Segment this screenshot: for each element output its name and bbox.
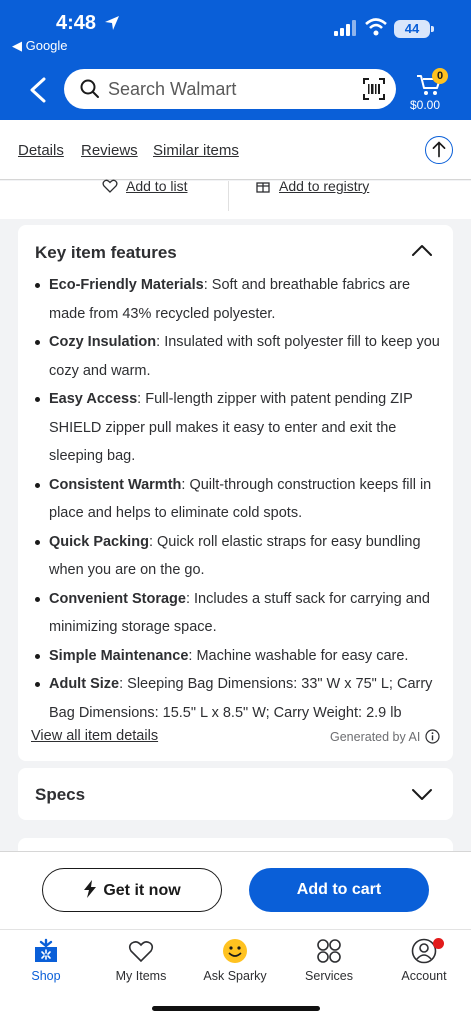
- chevron-down-icon: [411, 785, 433, 803]
- section-tabs: [0, 120, 471, 180]
- cart-button[interactable]: [410, 68, 460, 114]
- battery-indicator: 44: [394, 20, 430, 38]
- add-to-list-link[interactable]: Add to list: [126, 178, 188, 194]
- divider: [228, 181, 229, 211]
- barcode-scanner-icon[interactable]: [362, 77, 386, 101]
- key-features-card: [18, 225, 453, 761]
- search-bar[interactable]: [64, 69, 396, 109]
- spark-icon: [33, 938, 59, 964]
- cart-total: $0.00: [410, 98, 441, 112]
- grid-circles-icon: [316, 938, 342, 964]
- nav-label: My Items: [115, 969, 167, 983]
- heart-icon: [128, 938, 154, 964]
- cart-count-badge: 0: [432, 68, 448, 84]
- cellular-signal-icon: [334, 20, 356, 36]
- nav-shop[interactable]: [6, 938, 86, 983]
- feature-item: Adult Size: Sleeping Bag Dimensions: 33" W x 75" L; Carry Bag Dimensions: 15.5" L x 8.5" W; Carry Weight: 2.9 lb: [32, 670, 442, 727]
- add-to-cart-button[interactable]: Add to cart: [249, 868, 429, 912]
- location-arrow-icon: [104, 15, 120, 31]
- tab-details[interactable]: Details: [18, 142, 64, 159]
- app-header: [0, 0, 471, 120]
- nav-ask-sparky[interactable]: [195, 938, 275, 983]
- notification-dot: [433, 938, 444, 949]
- scroll-to-top-icon[interactable]: [425, 136, 453, 164]
- nav-label: Account: [401, 969, 447, 983]
- back-to-app-link[interactable]: ◀ Google: [12, 38, 68, 53]
- specs-section[interactable]: [18, 768, 453, 820]
- bottom-navigation: [0, 929, 471, 1020]
- status-time: 4:48: [56, 12, 97, 34]
- nav-my-items[interactable]: [101, 938, 181, 983]
- get-it-now-button[interactable]: Get it now: [42, 868, 222, 912]
- lightning-bolt-icon: [83, 880, 97, 898]
- nav-label: Ask Sparky: [203, 969, 267, 983]
- tab-similar-items[interactable]: Similar items: [153, 142, 239, 159]
- feature-item: Eco-Friendly Materials: Soft and breathable fabrics are made from 43% recycled polyester.: [32, 271, 442, 328]
- view-all-details-link[interactable]: View all item details: [31, 728, 159, 744]
- nav-label: Shop: [31, 969, 61, 983]
- nav-label: Services: [305, 969, 353, 983]
- info-icon[interactable]: [425, 729, 440, 744]
- search-input[interactable]: [108, 69, 348, 109]
- nav-account[interactable]: [384, 938, 464, 983]
- feature-item: Simple Maintenance: Machine washable for easy care.: [32, 642, 442, 671]
- feature-item: Consistent Warmth: Quilt-through construction keeps fill in place and helps to eliminate cold spots.: [32, 471, 442, 528]
- nav-services[interactable]: [289, 938, 369, 983]
- chevron-up-icon[interactable]: [411, 241, 433, 259]
- feature-list: [32, 271, 442, 727]
- search-icon: [80, 79, 100, 99]
- add-to-registry-link[interactable]: Add to registry: [279, 178, 370, 194]
- feature-item: Quick Packing: Quick roll elastic straps for easy bundling when you are on the go.: [32, 528, 442, 585]
- generated-by-ai-label: Generated by AI: [330, 730, 421, 744]
- list-registry-row: [0, 178, 471, 219]
- smiley-icon: [222, 938, 248, 964]
- home-indicator: [152, 1006, 320, 1011]
- tab-reviews[interactable]: Reviews: [81, 142, 138, 159]
- purchase-action-bar: [0, 851, 471, 929]
- feature-item: Cozy Insulation: Insulated with soft polyester fill to keep you cozy and warm.: [32, 328, 442, 385]
- gift-registry-icon: [256, 179, 270, 193]
- feature-item: Easy Access: Full-length zipper with patent pending ZIP SHIELD zipper pull makes it easy to enter and exit the sleeping bag.: [32, 385, 442, 471]
- heart-icon: [102, 179, 118, 193]
- key-features-title: Key item features: [35, 243, 177, 262]
- feature-item: Convenient Storage: Includes a stuff sack for carrying and minimizing storage space.: [32, 585, 442, 642]
- back-chevron-icon[interactable]: [26, 76, 52, 104]
- wifi-icon: [365, 18, 387, 36]
- specs-title: Specs: [35, 785, 86, 804]
